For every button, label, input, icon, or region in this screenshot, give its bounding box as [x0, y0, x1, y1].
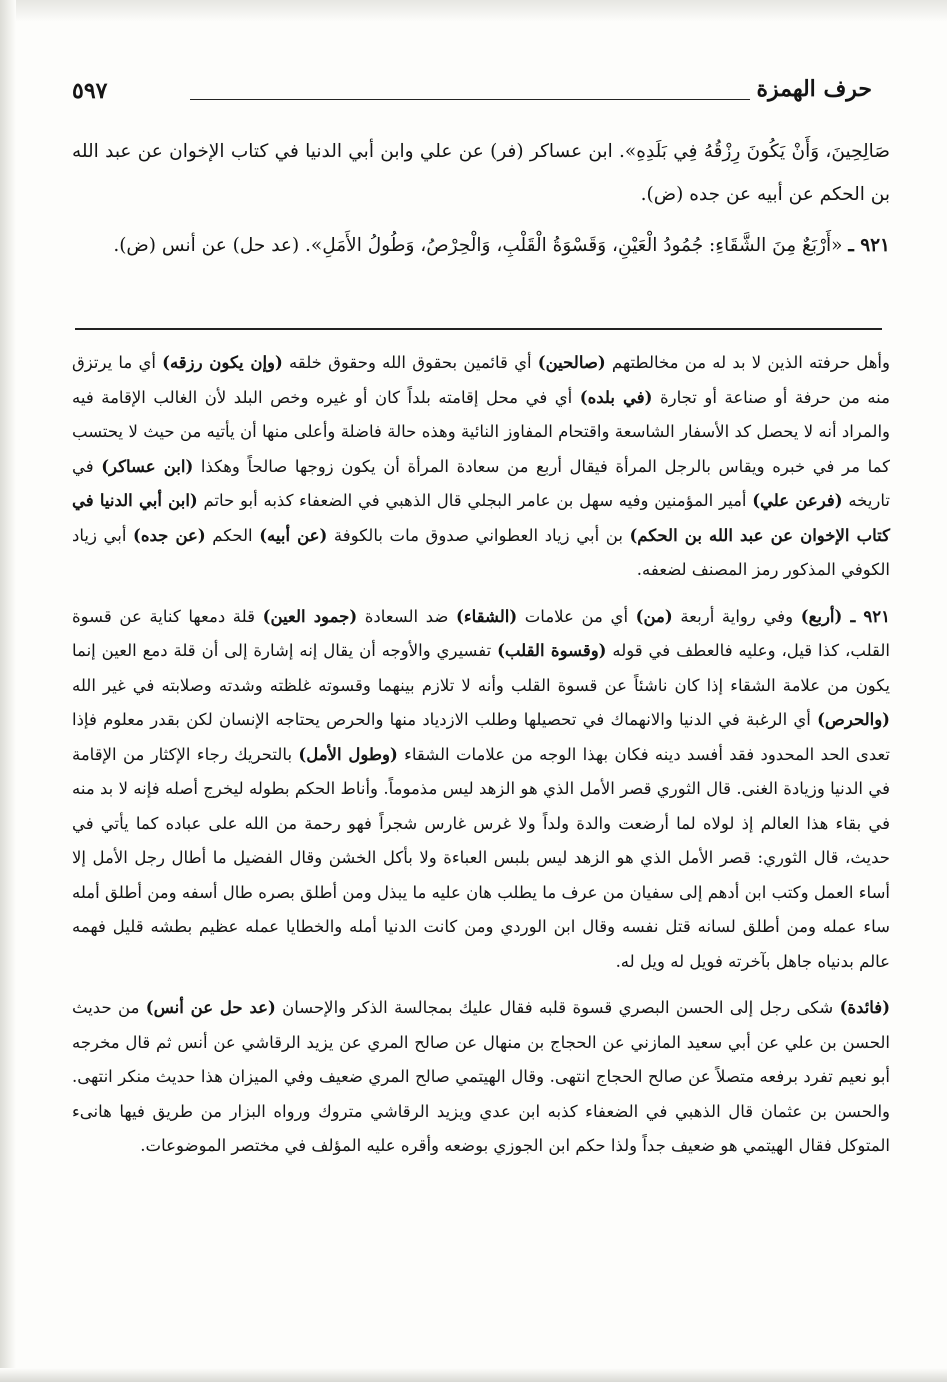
- commentary-keyword: (ابن عساكر): [101, 456, 194, 476]
- commentary-text: وفي رواية أربعة: [672, 606, 801, 626]
- footnote-divider: [75, 328, 882, 330]
- hadith-entry-number: ٩٢١ ـ: [848, 235, 890, 256]
- hadith-entry: [72, 224, 890, 267]
- commentary-text: بن أبي زياد العطواني صدوق مات بالكوفة: [327, 525, 630, 545]
- commentary-text: أي في محل إقامته بلداً كان أو غيره وخص البلد لأن الغالب الإقامة فيه والمراد أنه لا يحصل كد الأسفار الشاسعة واقتحام المفاوز النائية وهذه حالة فاضلة وأعلى منها أن يأتيه من حيث لا يحتسب كما مر في خبره ويقاس بالرجل المرأة فيقال أربع من سعادة المرأة أن يكون زوجها صالحاً وهكذا: [72, 387, 890, 476]
- commentary-text: بالتحريك رجاء الإكثار من الإقامة في الدنيا وزيادة الغنى. قال الثوري قصر الأمل الذي هو الزهد ليس مذموماً. وأناط الحكم بطوله ليخرج أصله فإنه لا بد منه في بقاء هذا العالم إذ لولاه لما أرضعت والدة ولداً ولا غرس غارس شجراً فهو رحمة من الله على عباده كما يأتي في حديث، قال الثوري: قصر الأمل الذي هو الزهد ليس بلبس العباءة ولا بأكل الخشن وقال الفضيل ما أطال رجل الأمل إلا أساء العمل وكتب ابن أدهم إلى سفيان من عرف ما يطلب هان عليه ما يبذل ومن أطلق بصره طال أسفه ومن أطلق أمله ساء عمله ومن أطلق لسانه قتل نفسه وقال ابن الوردي ومن كانت الدنيا أمله والخطايا عمله عظيم بطشه قليل فهمه عالم بدنياه جاهل بآخرته فويل له ويل له.: [72, 744, 890, 971]
- commentary-entry-number: ٩٢١ ـ (أربع): [800, 606, 891, 626]
- commentary-paragraph-1: [72, 346, 890, 588]
- hadith-text-block: [72, 130, 890, 267]
- commentary-keyword: (عن أبيه): [259, 525, 328, 545]
- header-rule: [190, 99, 750, 100]
- commentary-keyword: (الشقاء): [456, 606, 518, 626]
- commentary-keyword: (ابن أبي الدنيا في كتاب الإخوان عن عبد الله بن الحكم): [72, 491, 890, 545]
- commentary-keyword: (جمود العين): [262, 606, 358, 626]
- commentary-text: وأهل حرفته الذين لا بد له من مخالطتهم: [605, 353, 890, 372]
- commentary-paragraph-2: [72, 600, 890, 980]
- commentary-text: الحكم: [205, 525, 260, 545]
- commentary-keyword: (وطول الأمل): [298, 744, 398, 764]
- commentary-keyword: (فرعن علي): [752, 491, 843, 510]
- commentary-keyword: (من): [635, 606, 673, 626]
- page-header: [72, 78, 872, 112]
- commentary-text: قلة دمعها كناية عن قسوة القلب، كذا قيل، وعليه فالعطف في قوله: [72, 606, 890, 660]
- section-title: حرف الهمزة: [756, 76, 872, 102]
- commentary-text: شكى رجل إلى الحسن البصري قسوة قلبه فقال عليك بمجالسة الذكر والإحسان: [275, 998, 840, 1017]
- page-number: ٥٩٧: [72, 78, 108, 104]
- commentary-keyword: (صالحين): [537, 353, 606, 372]
- hadith-continuation: صَالِحِينَ، وَأَنْ يَكُونَ رِزْقُهُ فِي بَلَدِهِ». ابن عساكر (فر) عن علي وابن أبي الدنيا في كتاب الإخوان عن عبد الله بن الحكم عن أبيه عن جده (ض).: [72, 141, 890, 205]
- commentary-block: [72, 346, 890, 1164]
- commentary-text: في تاريخه: [72, 456, 891, 510]
- commentary-text: أمير المؤمنين وفيه سهل بن عامر البجلي قال الذهبي في الضعفاء كذبه أبو حاتم: [197, 491, 753, 510]
- scan-edge-bottom: [0, 1368, 947, 1382]
- commentary-keyword: (وإن يكون رزقه): [162, 353, 283, 372]
- scan-edge-top: [0, 0, 947, 22]
- commentary-text: تفسيري والأوجه أن يقال إنه إشارة إلى أن قلة دمع العين إنما يكون من علامة الشقاء إذا كان ناشئاً عن قسوة القلب وأنه لا تلازم بينهما وقسوته غلظته وشدته وصلابته في غير الله: [72, 641, 890, 695]
- commentary-text: أي ما يرتزق منه من حرفة أو صناعة أو تجارة: [72, 353, 890, 407]
- commentary-keyword: (والحرص): [817, 710, 890, 729]
- commentary-keyword: (في بلده): [579, 387, 653, 407]
- commentary-text: أي الرغبة في الدنيا والانهماك في تحصيلها وطلب الازدياد منها والحرص يحتاجه الإنسان لكن بقدر معلوم فإذا تعدى الحد المحدود فقد أفسد دينه فكان بهذا الوجه من علامات الشقاء: [72, 710, 891, 764]
- commentary-paragraph-3: [72, 991, 890, 1164]
- commentary-text: ضد السعادة: [357, 606, 457, 626]
- commentary-text: أبي زياد الكوفي المذكور رمز المصنف لضعفه.: [72, 525, 890, 579]
- commentary-text: أي من علامات: [517, 606, 636, 626]
- commentary-keyword: (عن جده): [133, 525, 206, 545]
- commentary-keyword: (عد حل عن أنس): [145, 998, 276, 1017]
- commentary-keyword: (وقسوة القلب): [497, 641, 607, 660]
- commentary-keyword: (فائدة): [839, 998, 891, 1017]
- commentary-text: أي قائمين بحقوق الله وحقوق خلقه: [282, 353, 538, 372]
- scan-edge-left: [0, 0, 16, 1382]
- commentary-text: من حديث الحسن بن علي عن أبي سعيد المازني عن الحجاج بن منهال عن صالح المري عن يزيد الرقاشي عن أنس ثم قال مخرجه أبو نعيم تفرد برفعه متصلاً عن صالح الحجاج انتهى. وقال الهيتمي صالح المري ضعيف وفي الميزان هذا حديث منكر انتهى. والحسن بن عثمان قال الذهبي في الضعفاء كذبه ابن عدي ويزيد الرقاشي متروك ورواه البزار من طريق فيها هانىء المتوكل فقال الهيتمي هو ضعيف جداً ولذا حكم ابن الجوزي بوضعه وأقره عليه المؤلف في مختصر الموضوعات.: [72, 998, 890, 1155]
- hadith-entry-text: «أَرْبَعٌ مِنَ الشَّقَاءِ: جُمُودُ الْعَيْنِ، وَقَسْوَةُ الْقَلْبِ، وَالْحِرْصُ، وَطُولُ الأَمَلِ». (عد حل) عن أنس (ض).: [113, 235, 843, 256]
